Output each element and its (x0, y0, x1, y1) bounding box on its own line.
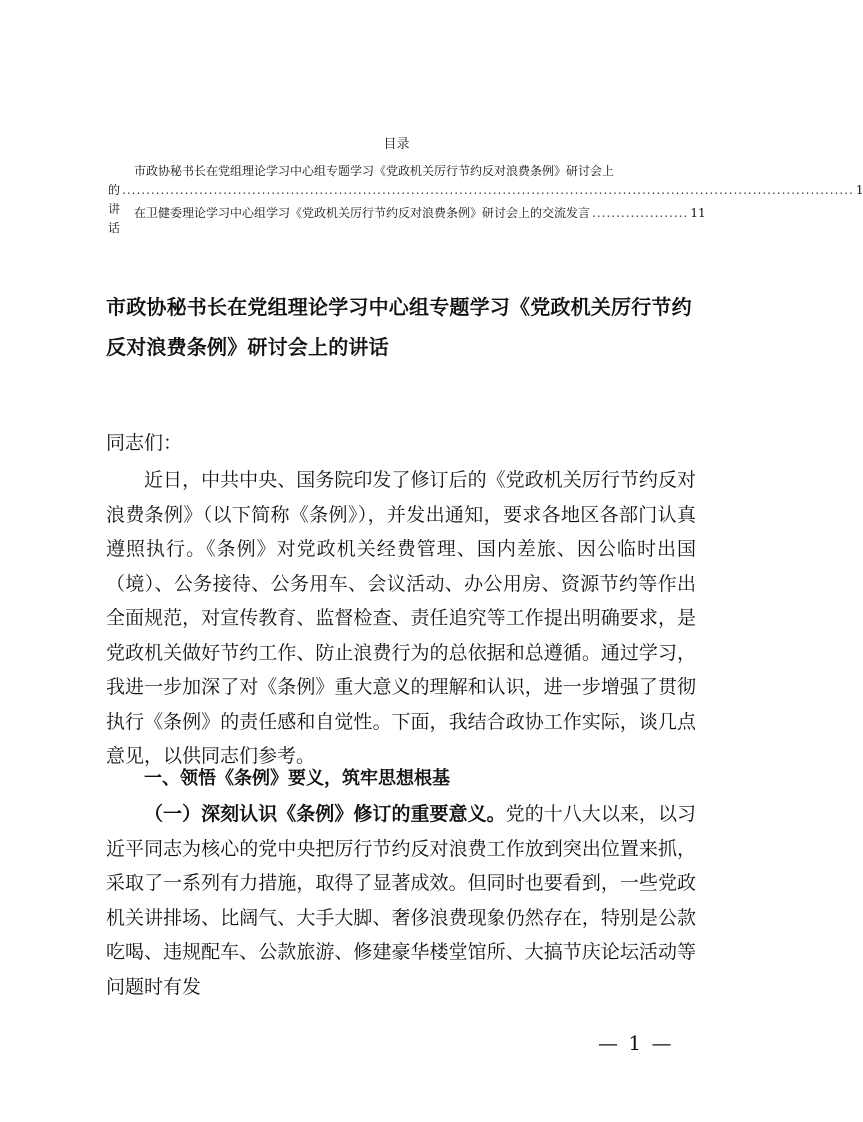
subsection-lead: （一）深刻认识《条例》修订的重要意义。 (144, 803, 506, 825)
toc-page-number: 1 (855, 183, 863, 197)
toc-page-number: 11 (690, 206, 706, 220)
body-paragraph (106, 797, 696, 1004)
toc-entry[interactable] (134, 204, 706, 223)
section-heading: 一、领悟《条例》要义，筑牢思想根基 (144, 768, 450, 789)
toc-entry-text: 市政协秘书长在党组理论学习中心组专题学习《党政机关厉行节约反对浪费条例》研讨会上 (134, 164, 615, 178)
subsection-body: 党的十八大以来，以习近平同志为核心的党中央把厉行节约反对浪费工作放到突出位置来抓，采取了一系列有力措施，取得了显著成效。但同时也要看到，一些党政机关讲排场、比阔气、大手大脚、奢侈浪费现象仍然存在，特别是公款吃喝、违规配车、公款旅游、修建豪华楼堂馆所、大搞节庆论坛活动等问题时有发 (106, 803, 696, 998)
toc-leader-dots: .................... (592, 206, 689, 220)
document-title: 市政协秘书长在党组理论学习中心组专题学习《党政机关厉行节约反对浪费条例》研讨会上的讲话 (106, 295, 692, 359)
toc-entry-line (134, 204, 706, 223)
toc-title: 目录 (383, 137, 410, 152)
page-number: — 1 — (598, 1031, 674, 1055)
body-paragraph: 近日，中共中央、国务院印发了修订后的《党政机关厉行节约反对浪费条例》（以下简称《条例》），并发出通知，要求各地区各部门认真遵照执行。《条例》对党政机关经费管理、国内差旅、因公临时出国（境）、公务接待、公务用车、会议活动、办公用房、资源节约等作出全面规范，对宣传教育、监督检查、责任追究等工作提出明确要求，是党政机关做好节约工作、防止浪费行为的总依据和总遵循。通过学习，我进一步加深了对《条例》重大意义的理解和认识，进一步增强了贯彻执行《条例》的责任感和自觉性。下面，我结合政协工作实际，谈几点意见，以供同志们参考。 (106, 469, 696, 767)
salutation: 同志们： (106, 432, 183, 454)
toc-leader-dots: ........................................................................................................................................................ (122, 183, 854, 197)
toc-entry-text-cont: 的讲话 (108, 183, 121, 235)
toc-entry-text: 在卫健委理论学习中心组学习《党政机关厉行节约反对浪费条例》研讨会上的交流发言 (134, 206, 591, 220)
